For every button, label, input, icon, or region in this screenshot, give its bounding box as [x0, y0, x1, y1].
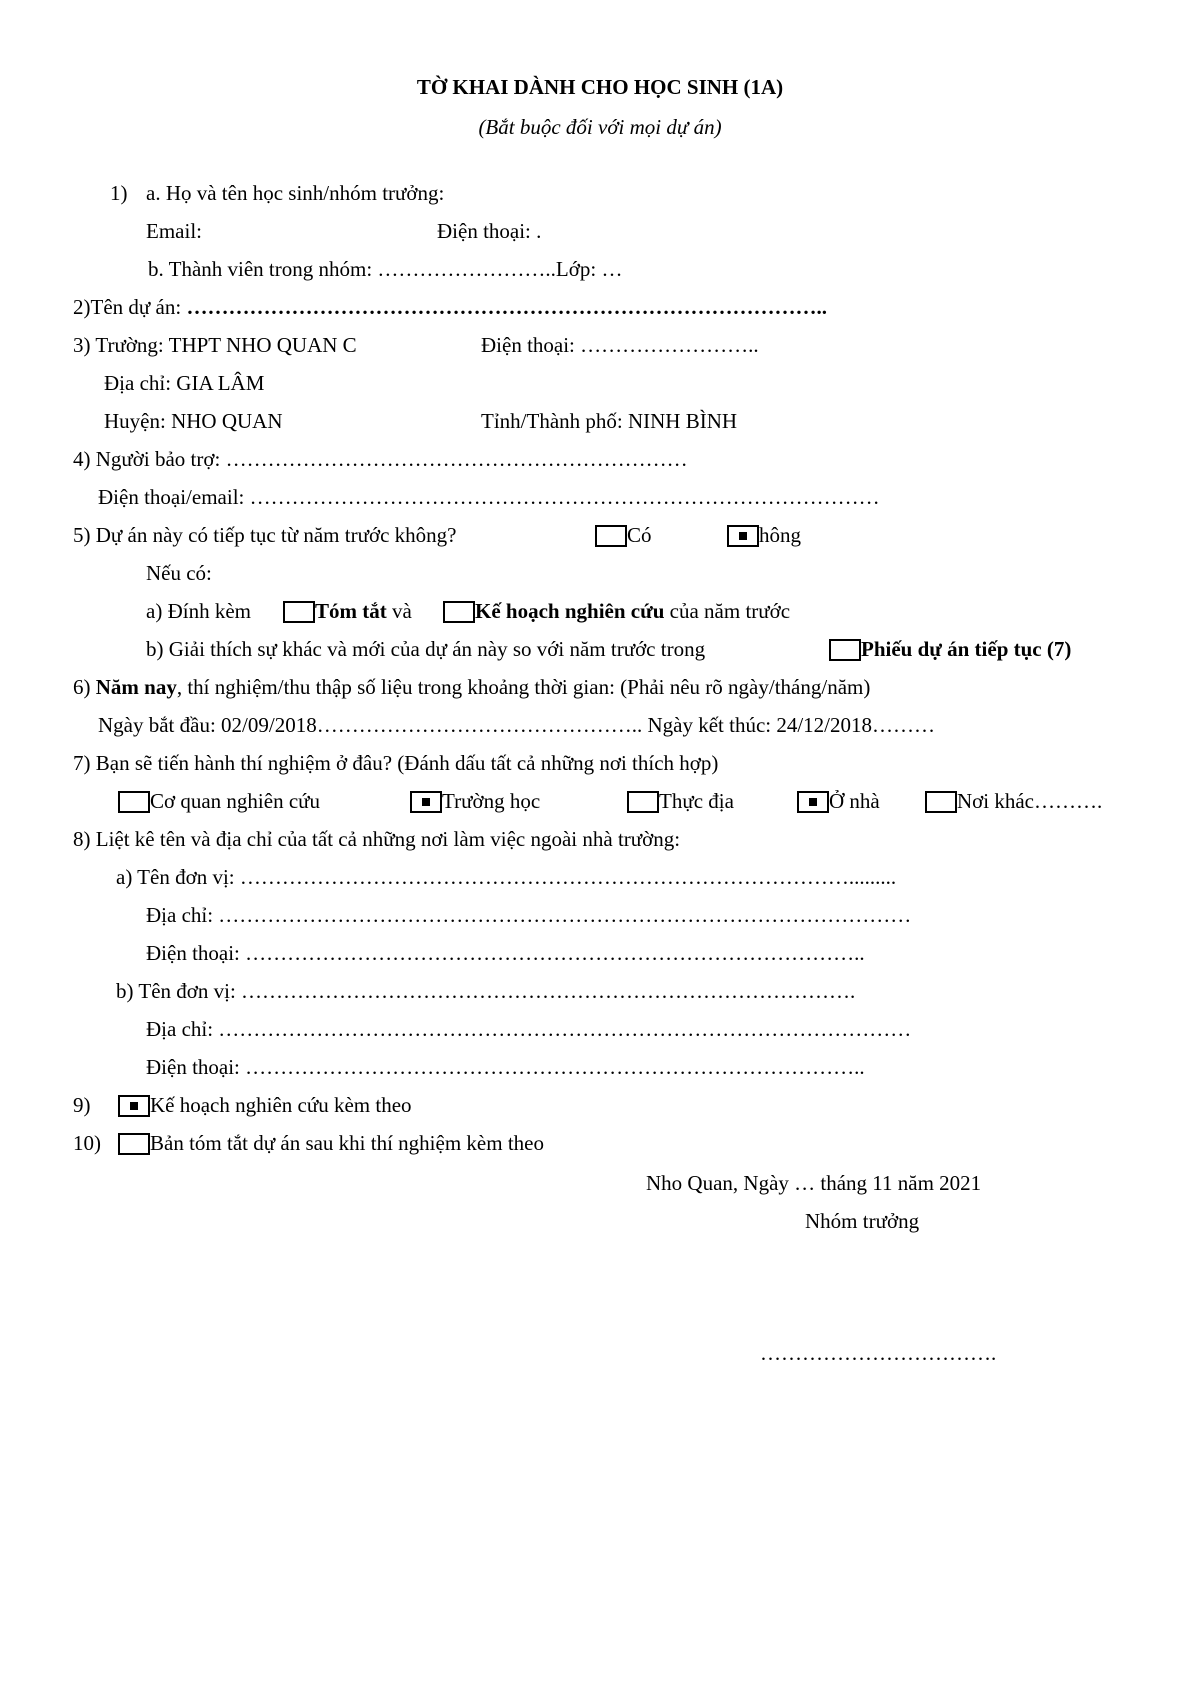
previous-year-label: của năm trước [664, 599, 791, 623]
period-row [73, 674, 870, 700]
unit-b-address: Địa chỉ: ……………………………………………………………………………………… [146, 1017, 912, 1041]
unit-b-phone: Điện thoại: …………………………………………………………………………….. [146, 1055, 865, 1079]
school-address-label: Địa chỉ: GIA LÂM [104, 371, 265, 395]
location-other-checkbox[interactable] [925, 791, 957, 813]
section-1-number: 1) [110, 181, 128, 205]
research-plan-label: Kế hoạch nghiên cứu [475, 599, 665, 623]
sponsor-label: 4) Người bảo trợ: ………………………………………………………… [73, 447, 688, 471]
location-field-label: Thực địa [659, 789, 734, 813]
if-yes-label: Nếu có: [146, 561, 212, 585]
phone-label: Điện thoại: . [437, 219, 542, 243]
project-name-row [73, 294, 827, 320]
period-dates: Ngày bắt đầu: 02/09/2018……………………………………….. Ngày kết thúc: 24/12/2018……… [98, 713, 936, 737]
explain-label: b) Giải thích sự khác và mới của dự án này so với năm trước trong [146, 637, 706, 661]
form-subtitle: (Bắt buộc đối với mọi dự án) [478, 115, 722, 139]
unit-b-name: b) Tên đơn vị: ……………………………………………………………………………. [116, 979, 856, 1003]
unit-a-address: Địa chỉ: ……………………………………………………………………………………… [146, 903, 912, 927]
section-10-number: 10) [73, 1131, 101, 1155]
workplaces-heading: 8) Liệt kê tên và địa chỉ của tất cả những nơi làm việc ngoài nhà trường: [73, 827, 681, 851]
email-label: Email: [146, 219, 202, 243]
school-label: 3) Trường: THPT NHO QUAN C [73, 333, 357, 357]
location-question: 7) Bạn sẽ tiến hành thí nghiệm ở đâu? (Đánh dấu tất cả những nơi thích hợp) [73, 751, 719, 775]
school-phone-label: Điện thoại: …………………….. [481, 333, 759, 357]
signature-line: ……………………………. [760, 1341, 997, 1365]
members-label: b. Thành viên trong nhóm: ……………………..Lớp: … [148, 257, 623, 281]
research-plan-attached-checkbox[interactable] [118, 1095, 150, 1117]
leader-name-label: a. Họ và tên học sinh/nhóm trưởng: [146, 181, 445, 205]
section-9-number: 9) [73, 1093, 91, 1117]
continuation-no-label: hông [759, 523, 801, 547]
summary-attached-label: Bản tóm tắt dự án sau khi thí nghiệm kèm theo [150, 1131, 544, 1155]
continuation-no-checkbox[interactable] [727, 525, 759, 547]
location-school-label: Trường học [442, 789, 541, 813]
summary-row [315, 598, 412, 624]
form-title: TỜ KHAI DÀNH CHO HỌC SINH (1A) [416, 75, 784, 99]
continuation-yes-label: Có [627, 523, 652, 547]
continuation-question: 5) Dự án này có tiếp tục từ năm trước không? [73, 523, 457, 547]
sponsor-contact-label: Điện thoại/email: ……………………………………………………………………………… [98, 485, 880, 509]
district-label: Huyện: NHO QUAN [104, 409, 283, 433]
research-plan-checkbox[interactable] [443, 601, 475, 623]
signer-role: Nhóm trưởng [805, 1209, 920, 1233]
this-year-label: Năm nay [95, 675, 177, 699]
period-number: 6) [73, 675, 96, 699]
research-plan-attached-label: Kế hoạch nghiên cứu kèm theo [150, 1093, 412, 1117]
continuation-form-label [861, 636, 1071, 662]
unit-a-phone: Điện thoại: …………………………………………………………………………….. [146, 941, 865, 965]
project-name-dots: ……………………………………………………………………………….. [186, 295, 827, 319]
province-label: Tỉnh/Thành phố: NINH BÌNH [481, 409, 738, 433]
project-name-label: 2)Tên dự án: [73, 295, 187, 319]
attach-label: a) Đính kèm [146, 599, 251, 623]
continuation-form-checkbox[interactable] [829, 639, 861, 661]
location-other-label: Nơi khác………. [957, 789, 1103, 813]
place-date: Nho Quan, Ngày … tháng 11 năm 2021 [646, 1171, 982, 1195]
continuation-yes-checkbox[interactable] [595, 525, 627, 547]
and-label: và [386, 599, 412, 623]
summary-checkbox[interactable] [283, 601, 315, 623]
location-home-checkbox[interactable] [797, 791, 829, 813]
summary-attached-checkbox[interactable] [118, 1133, 150, 1155]
period-text: , thí nghiệm/thu thập số liệu trong khoảng thời gian: (Phải nêu rõ ngày/tháng/năm) [176, 675, 871, 699]
summary-label: Tóm tắt [315, 599, 387, 623]
location-research-label: Cơ quan nghiên cứu [150, 789, 321, 813]
research-plan-row [475, 598, 790, 624]
location-research-checkbox[interactable] [118, 791, 150, 813]
location-home-label: Ở nhà [829, 789, 880, 813]
unit-a-name: a) Tên đơn vị: ……………………………………………………………………………......... [116, 865, 897, 889]
location-field-checkbox[interactable] [627, 791, 659, 813]
continuation-form-text: Phiếu dự án tiếp tục (7) [861, 637, 1072, 661]
location-school-checkbox[interactable] [410, 791, 442, 813]
